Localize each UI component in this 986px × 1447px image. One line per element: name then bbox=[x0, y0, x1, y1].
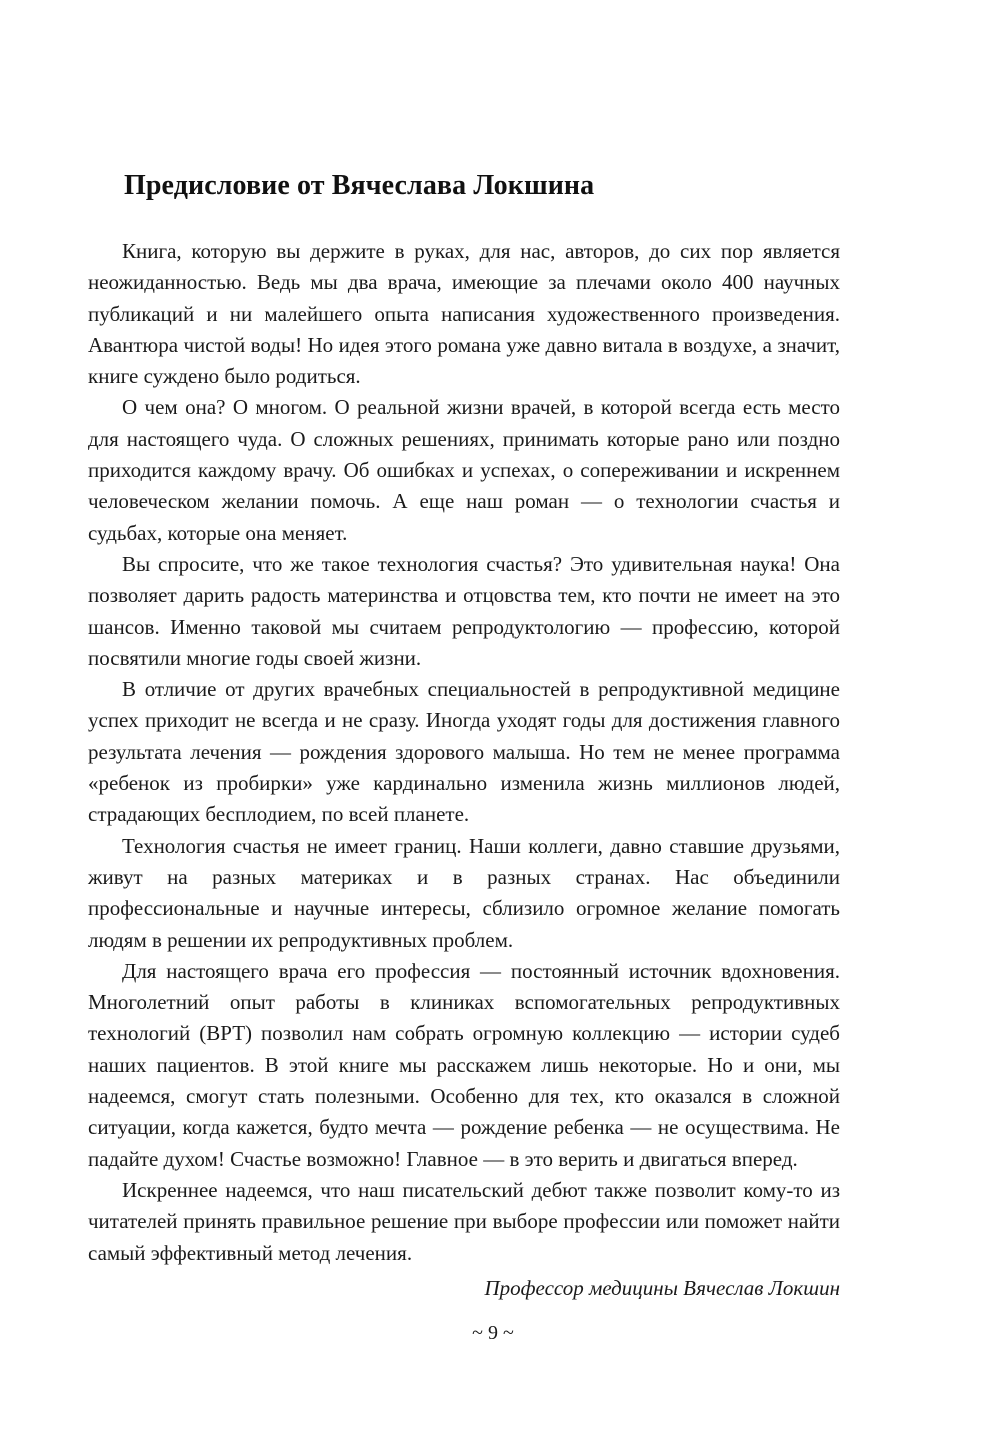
page-title: Предисловие от Вячеслава Локшина bbox=[124, 170, 595, 201]
paragraph-4: В отличие от других врачебных специальностей в репродуктивной медицине успех приходит не всегда и не сразу. Иногда уходят годы для достижения главного результата лечения — рождения здорового малыша. Но тем не менее программа «ребенок из пробирки» уже кардинально изменила жизнь миллионов людей, страдающих бесплодием, по всей планете. bbox=[88, 677, 840, 827]
author-signature: Профессор медицины Вячеслав Локшин bbox=[484, 1275, 840, 1300]
page-number: ~ 9 ~ bbox=[472, 1322, 514, 1344]
page-content bbox=[88, 170, 840, 1304]
paragraph-7: Искреннее надеемся, что наш писательский дебют также позволит кому-то из читателей принять правильное решение при выборе профессии или поможет найти самый эффективный метод лечения. bbox=[88, 1177, 840, 1265]
paragraph-6: Для настоящего врача его профессия — постоянный источник вдохновения. Многолетний опыт работы в клиниках вспомогательных репродуктивных технологий (ВРТ) позволил нам собрать огромную коллекцию — истории судеб наших пациентов. В этой книге мы расскажем лишь некоторые. Но и они, мы надеемся, смогут стать полезными. Особенно для тех, кто оказался в сложной ситуации, когда кажется, будто мечта — рождение ребенка — не осуществима. Не падайте духом! Счастье возможно! Главное — в это верить и двигаться вперед. bbox=[88, 958, 840, 1171]
paragraph-2: О чем она? О многом. О реальной жизни врачей, в которой всегда есть место для настоящего чуда. О сложных решениях, принимать которые рано или поздно приходится каждому врачу. Об ошибках и успехах, о сопереживании и искреннем человеческом желании помочь. А еще наш роман — о технологии счастья и судьбах, которые она меняет. bbox=[88, 395, 840, 545]
paragraph-5: Технология счастья не имеет границ. Наши коллеги, давно ставшие друзьями, живут на разных материках и в разных странах. Нас объединили профессиональные и научные интересы, сблизило огромное желание помогать людям в решении их репродуктивных проблем. bbox=[88, 833, 840, 952]
body-text bbox=[88, 236, 840, 1269]
paragraph-1: Книга, которую вы держите в руках, для нас, авторов, до сих пор является неожиданностью. Ведь мы два врача, имеющие за плечами около 400 научных публикаций и ни малейшего опыта написания художественного произведения. Авантюра чистой воды! Но идея этого романа уже давно витала в воздухе, а значит, книге суждено было родиться. bbox=[88, 239, 840, 389]
paragraph-3: Вы спросите, что же такое технология счастья? Это удивительная наука! Она позволяет дарить радость материнства и отцовства тем, кто почти не имеет на это шансов. Именно таковой мы считаем репродуктологию — профессию, которой посвятили многие годы своей жизни. bbox=[88, 551, 840, 670]
